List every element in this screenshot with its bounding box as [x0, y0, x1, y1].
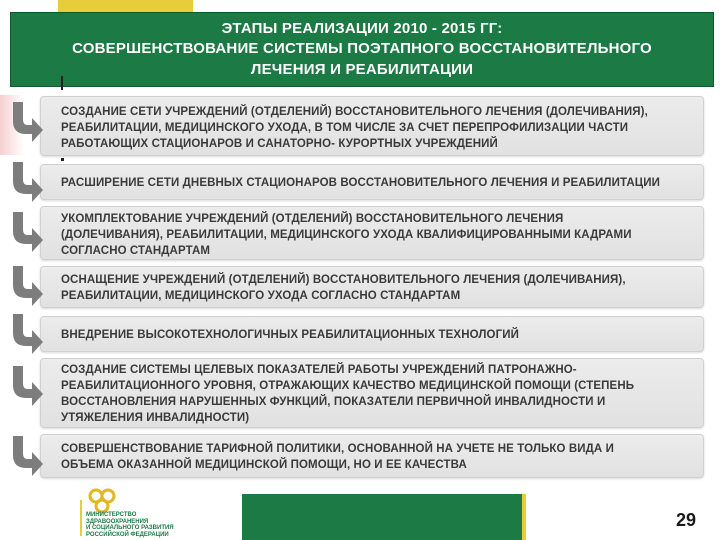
footer-bar: [242, 494, 524, 540]
stage-text-3: УКОМПЛЕКТОВАНИЕ УЧРЕЖДЕНИЙ (ОТДЕЛЕНИЙ) ВОССТАНОВИТЕЛЬНОГО ЛЕЧЕНИЯ (ДОЛЕЧИВАНИЯ), РЕАБИЛИТАЦИИ, МЕДИЦИНСКОГО УХОДА КВАЛИФИЦИРОВАННЫМИ КАДРАМИ СОГЛАСНО СТАНДАРТАМ: [61, 213, 632, 257]
page-number: 29: [676, 510, 697, 530]
decorative-dot: [61, 158, 64, 161]
curved-arrow-icon: [10, 434, 44, 476]
curved-arrow-icon: [10, 210, 44, 252]
stage-text-4: ОСНАЩЕНИЕ УЧРЕЖДЕНИЙ (ОТДЕЛЕНИЙ) ВОССТАНОВИТЕЛЬНОГО ЛЕЧЕНИЯ (ДОЛЕЧИВАНИЯ), РЕАБИЛИТАЦИИ, МЕДИЦИНСКОГО УХОДА СОГЛАСНО СТАНДАРТАМ: [61, 274, 626, 302]
stage-text-7: СОВЕРШЕНСТВОВАНИЕ ТАРИФНОЙ ПОЛИТИКИ, ОСНОВАННОЙ НА УЧЕТЕ НЕ ТОЛЬКО ВИДА И ОБЪЕМА ОКАЗАННОЙ МЕДИЦИНСКОЙ ПОМОЩИ, НО И ЕЕ КАЧЕСТВА: [61, 443, 614, 471]
stage-item-5: [40, 316, 704, 352]
stage-item-7: [40, 434, 704, 478]
stage-item-2: [40, 164, 704, 200]
curved-arrow-icon: [10, 364, 44, 406]
top-accent-bar: [58, 0, 193, 12]
slide-title-banner: [10, 12, 714, 87]
stage-text-2: РАСШИРЕНИЕ СЕТИ ДНЕВНЫХ СТАЦИОНАРОВ ВОССТАНОВИТЕЛЬНОГО ЛЕЧЕНИЯ И РЕАБИЛИТАЦИИ: [61, 177, 660, 189]
title-line-2: СОВЕРШЕНСТВОВАНИЕ СИСТЕМЫ ПОЭТАПНОГО ВОССТАНОВИТЕЛЬНОГО: [72, 40, 652, 57]
stage-item-4: [40, 266, 704, 308]
stage-item-1: [40, 96, 704, 156]
curved-arrow-icon: [10, 312, 44, 354]
title-line-1: ЭТАПЫ РЕАЛИЗАЦИИ 2010 - 2015 ГГ:: [221, 20, 503, 37]
stage-text-1: СОЗДАНИЕ СЕТИ УЧРЕЖДЕНИЙ (ОТДЕЛЕНИЙ) ВОССТАНОВИТЕЛЬНОГО ЛЕЧЕНИЯ (ДОЛЕЧИВАНИЯ), РЕАБИЛИТАЦИИ, МЕДИЦИНСКОГО УХОДА, В ТОМ ЧИСЛЕ ЗА СЧЕТ ПЕРЕПРОФИЛИЗАЦИИ ЧАСТИ РАБОТАЮЩИХ СТАЦИОНАРОВ И САНАТОРНО- КУРОРТНЫХ УЧРЕЖДЕНИЙ: [61, 106, 648, 150]
curved-arrow-icon: [10, 264, 44, 306]
ministry-logo-text: МИНИСТЕРСТВО ЗДРАВООХРАНЕНИЯ И СОЦИАЛЬНОГО РАЗВИТИЯ РОССИЙСКОЙ ФЕДЕРАЦИИ: [86, 512, 174, 538]
footer-bar-accent: [522, 494, 526, 540]
decorative-tick: [61, 76, 63, 90]
stage-item-6: [40, 358, 704, 428]
stage-text-6: СОЗДАНИЕ СИСТЕМЫ ЦЕЛЕВЫХ ПОКАЗАТЕЛЕЙ РАБОТЫ УЧРЕЖДЕНИЙ ПАТРОНАЖНО- РЕАБИЛИТАЦИОННОГО УРОВНЯ, ОТРАЖАЮЩИХ КАЧЕСТВО МЕДИЦИНСКОЙ ПОМОЩИ (СТЕПЕНЬ ВОССТАНОВЛЕНИЯ НАРУШЕННЫХ ФУНКЦИЙ, ПОКАЗАТЕЛИ ПЕРВИЧНОЙ ИНВАЛИДНОСТИ И УТЯЖЕЛЕНИЯ ИНВАЛИДНОСТИ): [61, 364, 635, 424]
curved-arrow-icon: [10, 100, 44, 142]
logo-divider: [80, 500, 82, 536]
stage-text-5: ВНЕДРЕНИЕ ВЫСОКОТЕХНОЛОГИЧНЫХ РЕАБИЛИТАЦИОННЫХ ТЕХНОЛОГИЙ: [61, 329, 519, 341]
stage-item-3: [40, 206, 704, 260]
curved-arrow-icon: [10, 160, 44, 202]
title-line-3: ЛЕЧЕНИЯ И РЕАБИЛИТАЦИИ: [250, 61, 474, 78]
